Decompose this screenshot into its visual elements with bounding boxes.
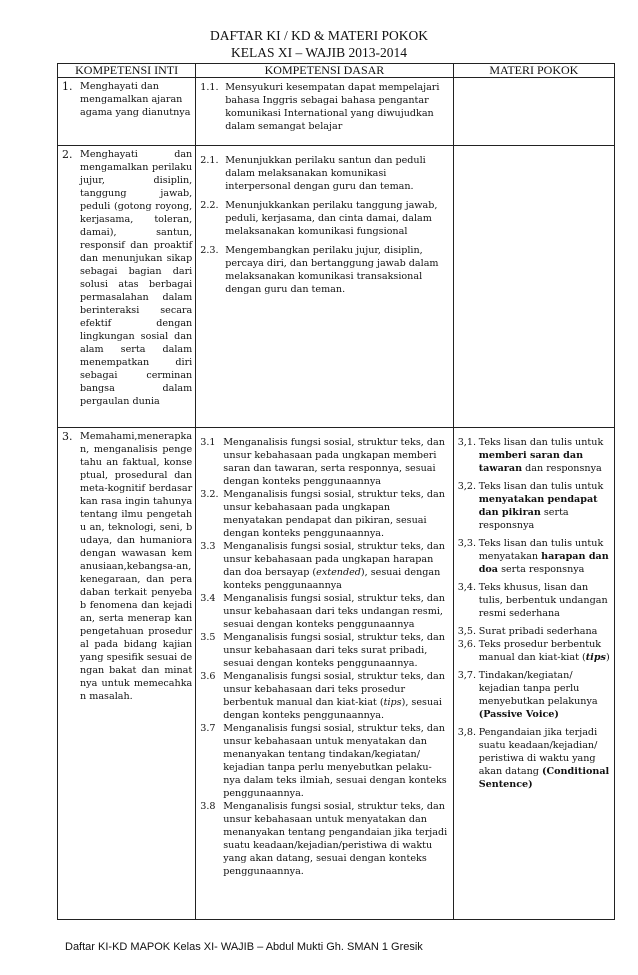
kd-item: [200, 800, 448, 878]
kd-text: Mengembangkan perilaku jujur, disiplin, percaya diri, dan bertanggung jawab dalam melaksanakan komunikasi transaksional dengan guru dan teman.: [225, 245, 439, 295]
ki-number: 1.: [62, 80, 73, 93]
materi-text: Teks khusus, lisan dan tulis, berbentuk undangan resmi sederhana: [478, 582, 608, 619]
materi-item: [458, 638, 610, 664]
materi-number: 3,8.: [457, 727, 476, 738]
kd-number: 3.1: [200, 437, 216, 448]
header-kompetensi-dasar: KOMPETENSI DASAR: [196, 64, 453, 78]
table-row: [58, 428, 615, 920]
materi-number: 3,1.: [457, 437, 476, 448]
materi-item: [458, 625, 610, 638]
ki-text: Memahami,menerapkan, menganalisis pengetahu an faktual, konseptual, prosedural dan meta-kognitif berdasarkan rasa ingin tahunya tentang ilmu pengetahu an, teknologi, seni, budaya, dan humaniora dengan wawasan kemanusiaan,kebangsa-an, kenegaraan, dan peradaban terkait penyebab fenomena dan kejadian, serta menerap kan pengetahuan prosedural pada bidang kajian yang spesifik sesuai dengan bakat dan minatnya untuk memecahkan masalah.: [80, 431, 193, 702]
header-materi-pokok: MATERI POKOK: [453, 64, 614, 78]
kd-number: 2.1.: [200, 155, 219, 166]
materi-text: Tindakan/kegiatan/ kejadian tanpa perlu menyebutkan pelakunya (Passive Voice): [478, 670, 598, 720]
kd-item: [200, 540, 448, 592]
kd-number: 2.2.: [200, 200, 219, 211]
materi-number: 3,5.: [457, 626, 476, 637]
kd-item: [200, 670, 448, 722]
materi-text: Teks lisan dan tulis untuk menyatakan harapan dan doa serta responsnya: [478, 538, 609, 575]
materi-text: Teks lisan dan tulis untuk menyatakan pendapat dan pikiran serta responsnya: [478, 481, 604, 531]
materi-item: [458, 436, 610, 475]
kd-number: 3.3: [200, 541, 216, 552]
kd-number: 3.5: [200, 632, 216, 643]
kd-item: [200, 722, 448, 800]
materi-item: [458, 669, 610, 721]
ki-number: 3.: [62, 430, 73, 443]
kd-item: [200, 154, 448, 193]
ki-cell: [58, 146, 196, 428]
materi-number: 3,4.: [457, 582, 476, 593]
kd-text: Menunjukkan perilaku santun dan peduli dalam melaksanakan komunikasi interpersonal dengan guru dan teman.: [225, 155, 426, 192]
kd-text: Menganalisis fungsi sosial, struktur teks, dan unsur kebahasaan untuk menyatakan dan menanyakan tentang tindakan/kegiatan/ kejadian tanpa perlu menyebutkan pelaku-nya dalam teks ilmiah, sesuai dengan konteks penggunaannya.: [223, 723, 447, 799]
table-row: [58, 78, 615, 146]
materi-number: 3,7.: [457, 670, 476, 681]
kd-text: Menganalisis fungsi sosial, struktur teks, dan unsur kebahasaan pada ungkapan menyatakan pendapat dan pikiran, sesuai dengan konteks penggunaannya.: [223, 489, 445, 539]
kd-cell: [196, 428, 453, 920]
kd-number: 3.6: [200, 671, 216, 682]
materi-text: Surat pribadi sederhana: [478, 626, 598, 637]
kd-text: Menganalisis fungsi sosial, struktur teks, dan unsur kebahasaan dari teks surat pribadi, sesuai dengan konteks penggunaannya.: [223, 632, 445, 669]
kd-item: [200, 436, 448, 488]
kd-item: [200, 631, 448, 670]
kd-item: [200, 592, 448, 631]
kd-cell: [196, 78, 453, 146]
kd-text: Menganalisis fungsi sosial, struktur teks, dan unsur kebahasaan untuk menyatakan dan menanyakan tentang pengandaian jika terjadi suatu keadaan/kejadian/peristiwa di waktu yang akan datang, sesuai dengan konteks penggunaannya.: [223, 801, 448, 877]
kd-text: Menganalisis fungsi sosial, struktur teks, dan unsur kebahasaan dari teks prosedur berbentuk manual dan kiat-kiat (tips), sesuai dengan konteks penggunaannya.: [223, 671, 445, 721]
page-footer: Daftar KI-KD MAPOK Kelas XI- WAJIB – Abdul Mukti Gh. SMAN 1 Gresik: [65, 941, 423, 953]
kd-number: 3.8: [200, 801, 216, 812]
ki-cell: [58, 428, 196, 920]
kd-item: [200, 244, 448, 296]
materi-text: Teks lisan dan tulis untuk memberi saran dan tawaran dan responsnya: [478, 437, 604, 474]
kd-number: 1.1.: [200, 82, 219, 93]
ki-text: Menghayati dan mengamalkan perilaku jujur, disiplin, tanggung jawab, peduli (gotong royong, kerjasama, toleran, damai), santun, responsif dan proaktif dan menunjukan sikap sebagai bagian dari solusi atas berbagai permasalahan dalam berinteraksi secara efektif dengan lingkungan sosial dan alam serta dalam menempatkan diri sebagai cerminan bangsa dalam pergaulan dunia: [80, 149, 193, 407]
materi-cell: [453, 428, 614, 920]
header-kompetensi-inti: KOMPETENSI INTI: [58, 64, 196, 78]
materi-number: 3,6.: [457, 639, 476, 650]
kd-text: Menunjukkankan perilaku tanggung jawab, peduli, kerjasama, dan cinta damai, dalam melaksanakan komunikasi fungsional: [225, 200, 438, 237]
table-row: [58, 146, 615, 428]
materi-cell: [453, 146, 614, 428]
kd-item: [200, 488, 448, 540]
ki-cell: [58, 78, 196, 146]
materi-number: 3,2.: [457, 481, 476, 492]
materi-item: [458, 581, 610, 620]
materi-item: [458, 726, 610, 791]
ki-kd-table: [57, 63, 615, 920]
document-subtitle: KELAS XI – WAJIB 2013-2014: [231, 45, 407, 60]
kd-text: Menganalisis fungsi sosial, struktur teks, dan unsur kebahasaan pada ungkapan memberi saran dan tawaran, serta responnya, sesuai dengan konteks penggunaannya: [223, 437, 445, 487]
kd-text: Menganalisis fungsi sosial, struktur teks, dan unsur kebahasaan pada ungkapan harapan dan doa bersayap (extended), sesuai dengan konteks penggunaannya: [223, 541, 445, 591]
kd-cell: [196, 146, 453, 428]
kd-number: 3.7: [200, 723, 216, 734]
materi-number: 3,3.: [457, 538, 476, 549]
document-title: DAFTAR KI / KD & MATERI POKOK: [210, 28, 428, 43]
materi-cell: [453, 78, 614, 146]
kd-item: [200, 81, 448, 133]
kd-text: Menganalisis fungsi sosial, struktur teks, dan unsur kebahasaan dari teks undangan resmi, sesuai dengan konteks penggunaannya: [223, 593, 445, 630]
kd-number: 3.2.: [200, 489, 219, 500]
materi-text: Pengandaian jika terjadi suatu keadaan/kejadian/ peristiwa di waktu yang akan datang (Conditional Sentence): [478, 727, 610, 790]
materi-text: Teks prosedur berbentuk manual dan kiat-kiat (tips): [478, 639, 610, 663]
kd-text: Mensyukuri kesempatan dapat mempelajari bahasa Inggris sebagai bahasa pengantar komunikasi International yang diwujudkan dalam semangat belajar: [225, 82, 440, 132]
ki-text: Menghayati dan mengamalkan ajaran agama yang dianutnya: [80, 81, 191, 118]
materi-item: [458, 480, 610, 532]
kd-item: [200, 199, 448, 238]
kd-number: 2.3.: [200, 245, 219, 256]
ki-number: 2.: [62, 148, 73, 161]
kd-number: 3.4: [200, 593, 216, 604]
materi-item: [458, 537, 610, 576]
